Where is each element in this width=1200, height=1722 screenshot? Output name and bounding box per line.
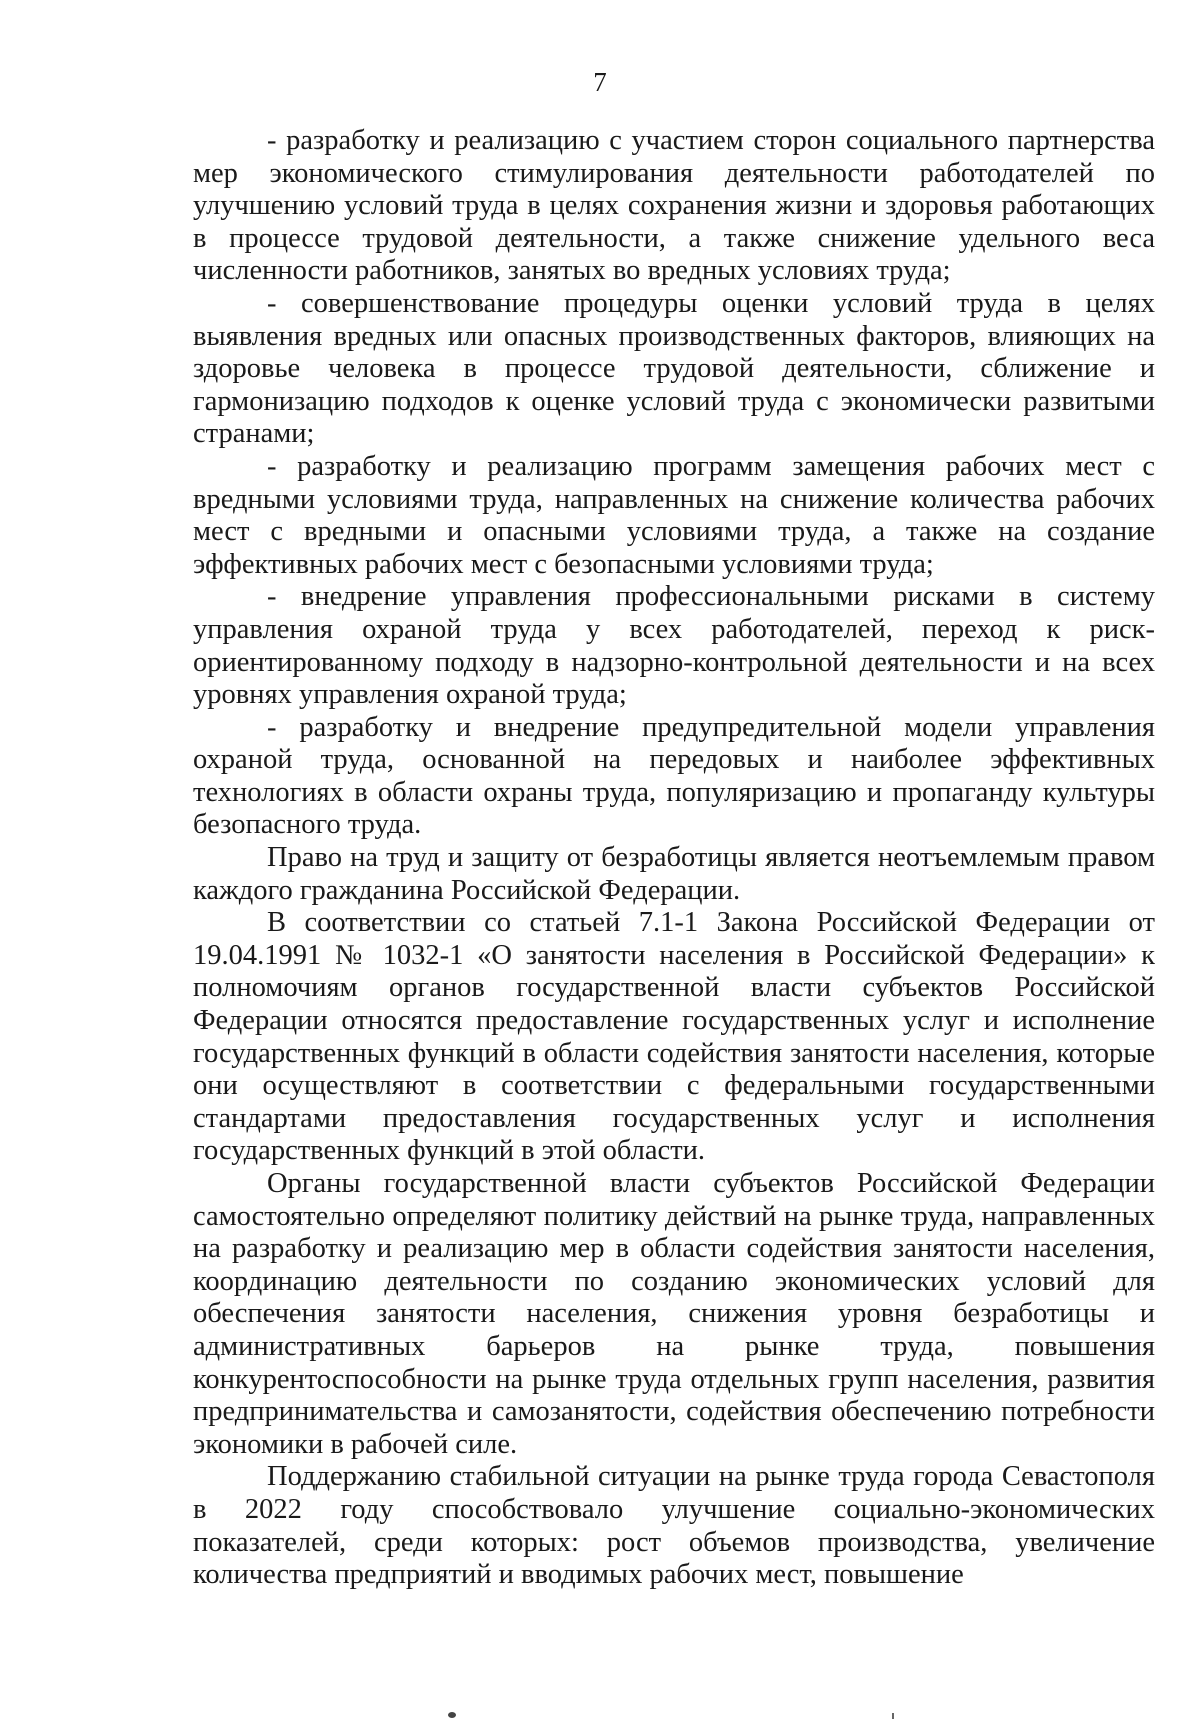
paragraph-law-reference: В соответствии со статьей 7.1-1 Закона Российской Федерации от 19.04.1991 № 1032-1 «О занятости населения в Российской Федерации» к полномочиям органов государственной власти субъектов Российской Федерации относятся предоставление государственных услуг и исполнение государственных функций в области содействия занятости населения, которые они осуществляют в соответствии с федеральными государственными стандартами предоставления государственных услуг и исполнения государственных функций в этой области.	[193, 907, 1155, 1167]
paragraph-right-to-work: Право на труд и защиту от безработицы является неотъемлемым правом каждого гражданина Российской Федерации.	[193, 842, 1155, 906]
paragraph-regional-authorities: Органы государственной власти субъектов Российской Федерации самостоятельно определяют политику действий на рынке труда, направленных на разработку и реализацию мер в области содействия занятости населения, координацию деятельности по созданию экономических условий для обеспечения занятости населения, снижения уровня безработицы и административных барьеров на рынке труда, повышения конкурентоспособности на рынке труда отдельных групп населения, развития предпринимательства и самозанятости, содействия обеспечению потребности экономики в рабочей силе.	[193, 1168, 1155, 1460]
scan-artifact-tick	[892, 1713, 894, 1719]
paragraph-labor-partnership: - разработку и реализацию с участием сторон социального партнерства мер экономического стимулирования деятельности работодателей по улучшению условий труда в целях сохранения жизни и здоровья работающих в процессе трудовой деятельности, а также снижение удельного веса численности работников, занятых во вредных условиях труда;	[193, 125, 1155, 287]
body-text	[193, 125, 1155, 1592]
paragraph-assessment-procedure: - совершенствование процедуры оценки условий труда в целях выявления вредных или опасных производственных факторов, влияющих на здоровье человека в процессе трудовой деятельности, сближение и гармонизацию подходов к оценке условий труда с экономически развитыми странами;	[193, 287, 1155, 450]
page-number: 7	[593, 67, 607, 97]
paragraph-risk-management: - внедрение управления профессиональными рисками в систему управления охраной труда у всех работодателей, переход к риск-ориентированному подходу в надзорно-контрольной деятельности и на всех уровнях управления охраной труда;	[193, 581, 1155, 711]
paragraph-sevastopol-labor-market: Поддержанию стабильной ситуации на рынке труда города Севастополя в 2022 году способствовало улучшение социально-экономических показателей, среди которых: рост объемов производства, увеличение количества предприятий и вводимых рабочих мест, повышение	[193, 1461, 1155, 1591]
scan-artifact-dot	[448, 1712, 456, 1718]
paragraph-preventive-model: - разработку и внедрение предупредительной модели управления охраной труда, основанной на передовых и наиболее эффективных технологиях в области охраны труда, популяризацию и пропаганду культуры безопасного труда.	[193, 711, 1155, 841]
paragraph-workplace-replacement: - разработку и реализацию программ замещения рабочих мест с вредными условиями труда, направленных на снижение количества рабочих мест с вредными и опасными условиями труда, а также на создание эффективных рабочих мест с безопасными условиями труда;	[193, 450, 1155, 580]
